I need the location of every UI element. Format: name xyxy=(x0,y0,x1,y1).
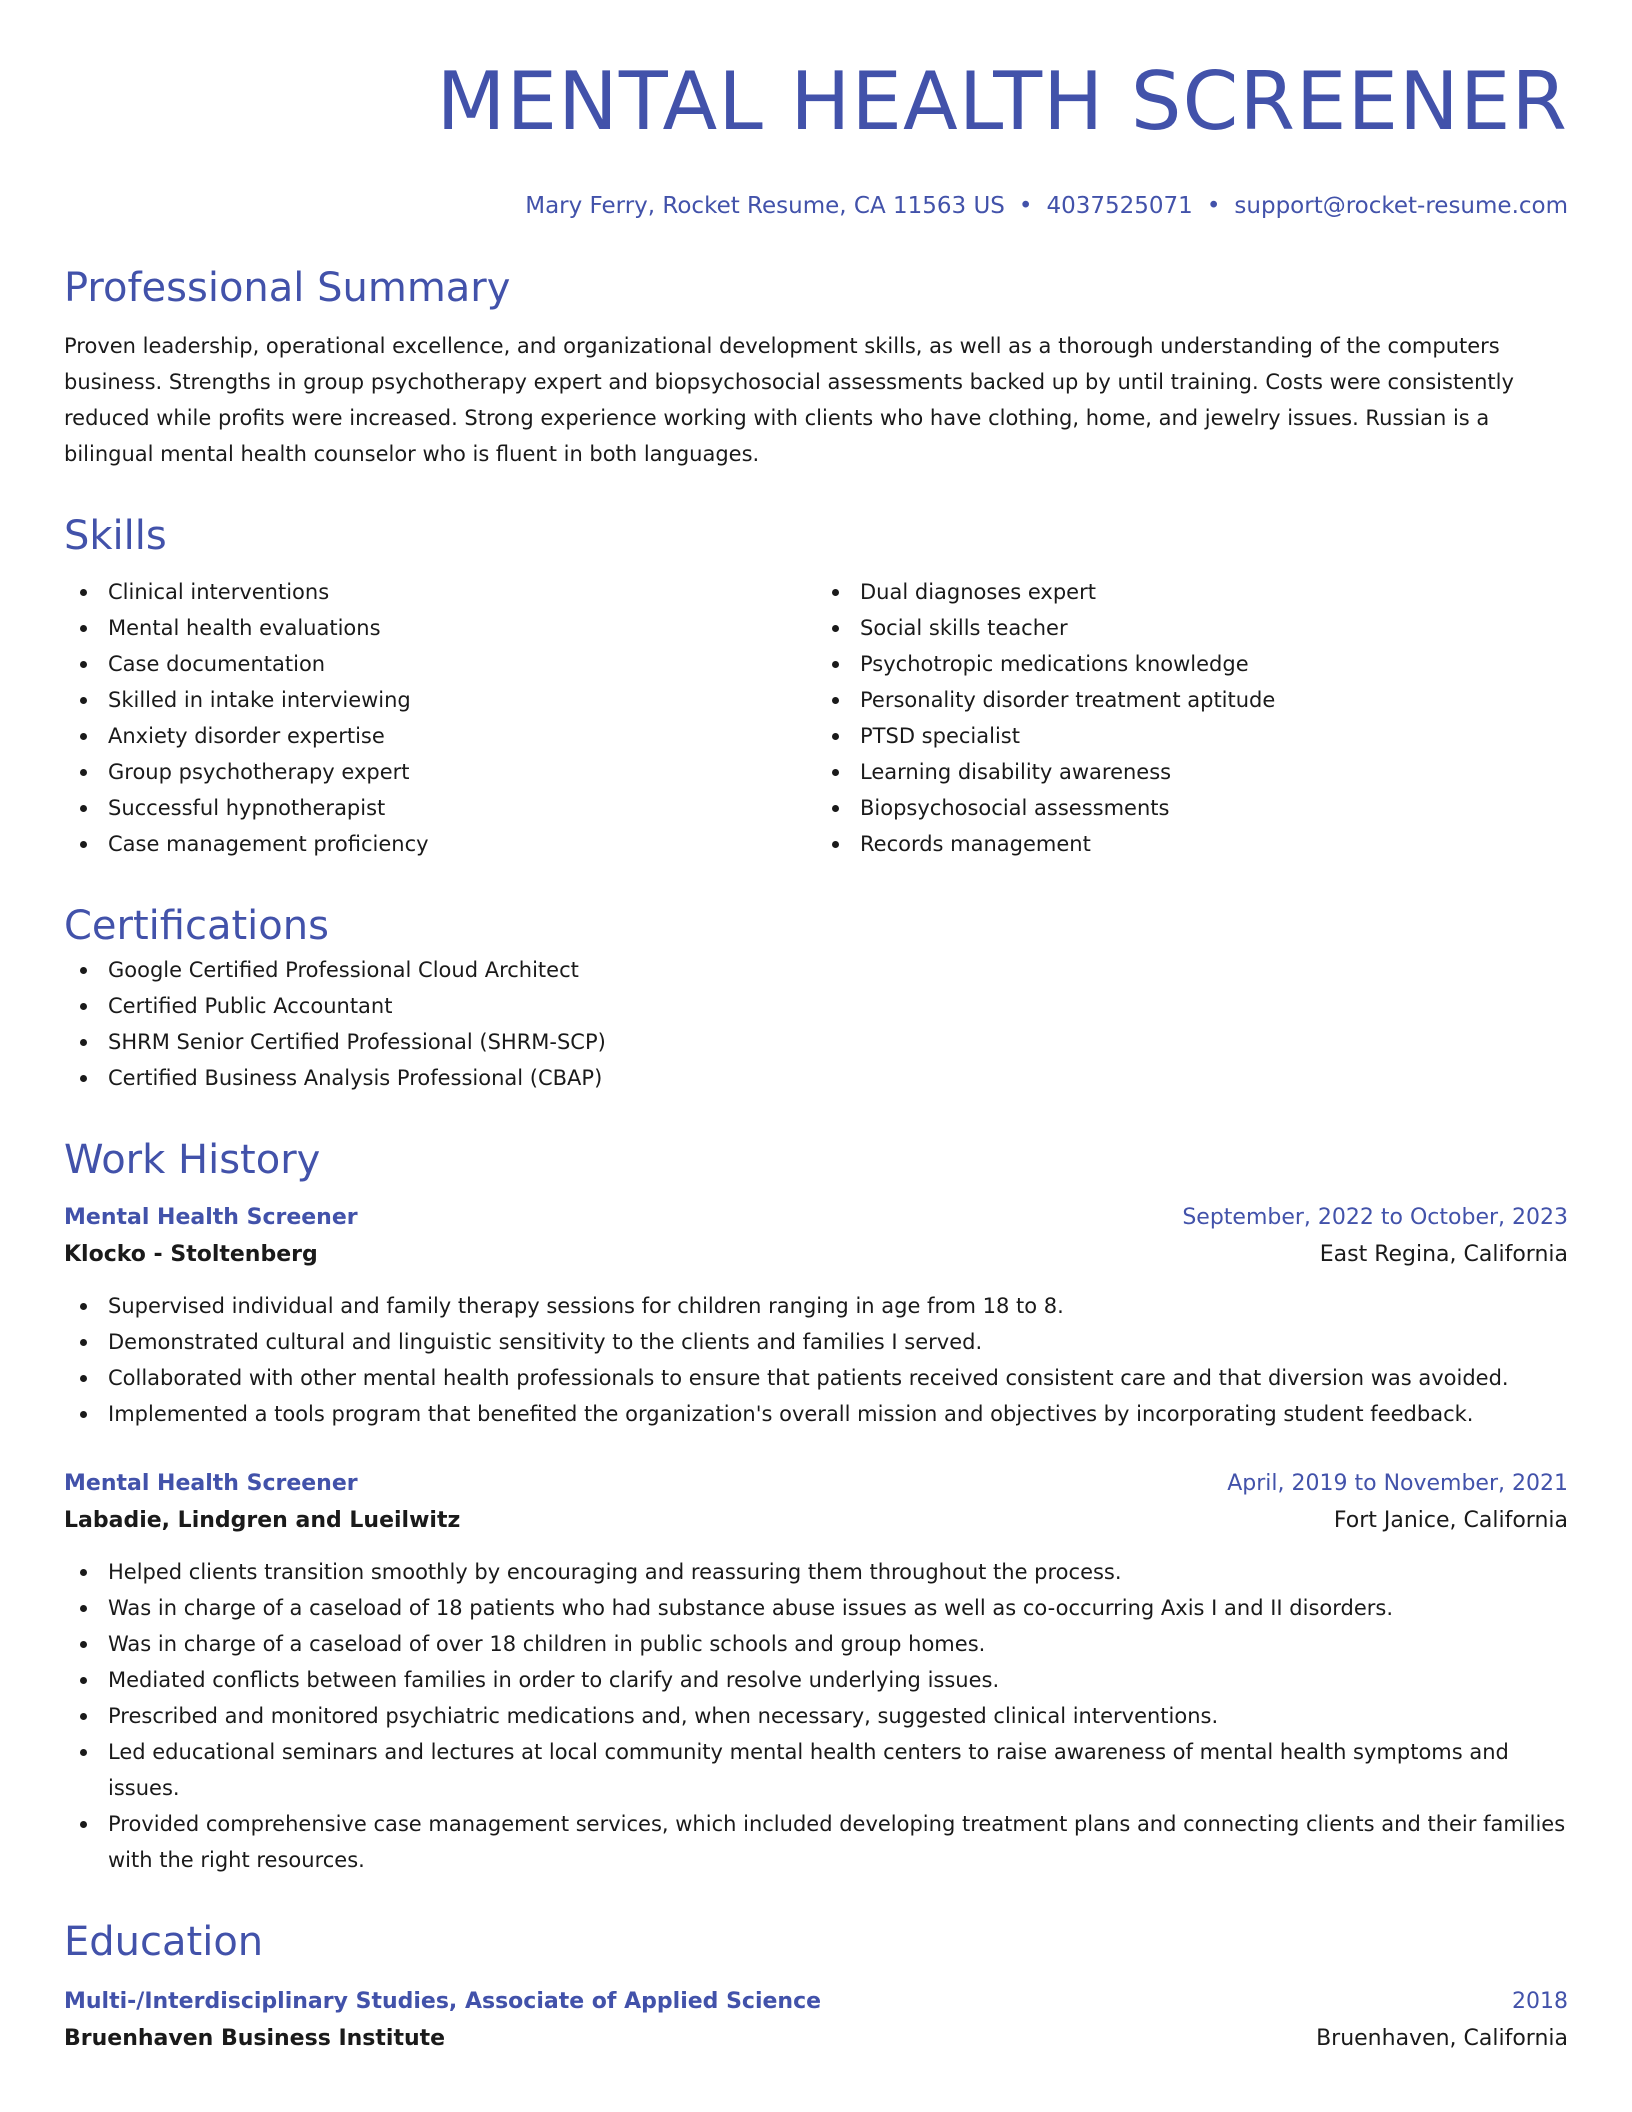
education-year: 2018 xyxy=(1512,1989,1568,2014)
job-duty-item: Supervised individual and family therapy sessions for children ranging in age from 18 to 8. xyxy=(64,1288,1568,1324)
job-duty-item: Provided comprehensive case management services, which included developing treatment plans and connecting clients and their families with the right resources. xyxy=(64,1806,1568,1878)
skills-list-left xyxy=(64,574,816,862)
education-heading: Education xyxy=(64,1919,264,1965)
job-entry xyxy=(64,1200,1568,1432)
job-duty-item: Was in charge of a caseload of 18 patients who had substance abuse issues as well as co-occurring Axis I and II disorders. xyxy=(64,1590,1568,1626)
contact-line xyxy=(64,190,1568,222)
job-duty-item: Mediated conflicts between families in order to clarify and resolve underlying issues. xyxy=(64,1662,1568,1698)
job-dates: April, 2019 to November, 2021 xyxy=(1227,1471,1568,1496)
summary-heading: Professional Summary xyxy=(64,265,511,311)
skill-item: Skilled in intake interviewing xyxy=(64,682,816,718)
job-header-row xyxy=(64,1200,1568,1236)
certification-item: Google Certified Professional Cloud Architect xyxy=(64,952,1568,988)
skill-item: Personality disorder treatment aptitude xyxy=(816,682,1568,718)
job-company: Klocko - Stoltenberg xyxy=(64,1242,318,1267)
certification-item: SHRM Senior Certified Professional (SHRM-SCP) xyxy=(64,1024,1568,1060)
job-company: Labadie, Lindgren and Lueilwitz xyxy=(64,1508,461,1533)
skill-item: PTSD specialist xyxy=(816,718,1568,754)
skill-item: Successful hypnotherapist xyxy=(64,790,816,826)
job-entry xyxy=(64,1466,1568,1878)
summary-text: Proven leadership, operational excellence, and organizational development skills, as well as a thorough understanding of the computers business. Strengths in group psychotherapy expert and biopsychosocial assessments backed up by until training. Costs were consistently reduced while profits were increased. Strong experience working with clients who have clothing, home, and jewelry issues. Russian is a bilingual mental health counselor who is fluent in both languages. xyxy=(64,334,1514,466)
skills-grid xyxy=(64,574,1568,862)
skill-item: Learning disability awareness xyxy=(816,754,1568,790)
skill-item: Social skills teacher xyxy=(816,610,1568,646)
education-entry xyxy=(64,1984,1568,2058)
skills-list-right xyxy=(816,574,1568,862)
job-location: East Regina, California xyxy=(1319,1242,1568,1267)
education-section xyxy=(64,1916,1568,2058)
education-degree: Multi-/Interdisciplinary Studies, Associate of Applied Science xyxy=(64,1989,822,2014)
contact-email[interactable]: support@rocket-resume.com xyxy=(1234,193,1568,219)
job-header-row xyxy=(64,1466,1568,1502)
certifications-heading: Certifications xyxy=(64,903,329,949)
job-duty-item: Demonstrated cultural and linguistic sensitivity to the clients and families I served. xyxy=(64,1324,1568,1360)
skills-section xyxy=(64,510,1568,862)
job-duty-item: Led educational seminars and lectures at local community mental health centers to raise awareness of mental health symptoms and issues. xyxy=(64,1734,1568,1806)
education-school: Bruenhaven Business Institute xyxy=(64,2026,446,2051)
certification-item: Certified Public Accountant xyxy=(64,988,1568,1024)
candidate-name: MENTAL HEALTH SCREENER xyxy=(436,55,1568,148)
job-duty-item: Helped clients transition smoothly by encouraging and reassuring them throughout the process. xyxy=(64,1554,1568,1590)
contact-separator: • xyxy=(1206,193,1221,219)
certifications-section xyxy=(64,900,1568,1096)
skill-item: Case management proficiency xyxy=(64,826,816,862)
job-duties-list xyxy=(64,1554,1568,1878)
summary-section xyxy=(64,262,1568,472)
job-company-row xyxy=(64,1236,1568,1274)
job-title: Mental Health Screener xyxy=(64,1471,358,1496)
skill-item: Group psychotherapy expert xyxy=(64,754,816,790)
skill-item: Clinical interventions xyxy=(64,574,816,610)
education-degree-row xyxy=(64,1984,1568,2020)
skill-item: Anxiety disorder expertise xyxy=(64,718,816,754)
education-location: Bruenhaven, California xyxy=(1316,2026,1568,2051)
certification-item: Certified Business Analysis Professional (CBAP) xyxy=(64,1060,1568,1096)
job-company-row xyxy=(64,1502,1568,1540)
certifications-list xyxy=(64,952,1568,1096)
job-title: Mental Health Screener xyxy=(64,1205,358,1230)
skill-item: Case documentation xyxy=(64,646,816,682)
skill-item: Psychotropic medications knowledge xyxy=(816,646,1568,682)
job-dates: September, 2022 to October, 2023 xyxy=(1182,1205,1568,1230)
skills-column-left xyxy=(64,574,816,862)
resume-header xyxy=(64,0,1568,222)
contact-address: Mary Ferry, Rocket Resume, CA 11563 US xyxy=(525,193,1005,219)
job-location: Fort Janice, California xyxy=(1333,1508,1568,1533)
work-history-section xyxy=(64,1134,1568,1878)
job-duty-item: Implemented a tools program that benefited the organization's overall mission and objectives by incorporating student feedback. xyxy=(64,1396,1568,1432)
skills-column-right xyxy=(816,574,1568,862)
skills-heading: Skills xyxy=(64,513,167,559)
contact-separator: • xyxy=(1018,193,1033,219)
skill-item: Records management xyxy=(816,826,1568,862)
skill-item: Mental health evaluations xyxy=(64,610,816,646)
contact-phone: 4037525071 xyxy=(1046,193,1193,219)
job-duty-item: Prescribed and monitored psychiatric medications and, when necessary, suggested clinical interventions. xyxy=(64,1698,1568,1734)
job-duties-list xyxy=(64,1288,1568,1432)
job-duty-item: Was in charge of a caseload of over 18 children in public schools and group homes. xyxy=(64,1626,1568,1662)
work-history-heading: Work History xyxy=(64,1137,321,1183)
job-duty-item: Collaborated with other mental health professionals to ensure that patients received consistent care and that diversion was avoided. xyxy=(64,1360,1568,1396)
skill-item: Dual diagnoses expert xyxy=(816,574,1568,610)
skill-item: Biopsychosocial assessments xyxy=(816,790,1568,826)
education-school-row xyxy=(64,2020,1568,2058)
